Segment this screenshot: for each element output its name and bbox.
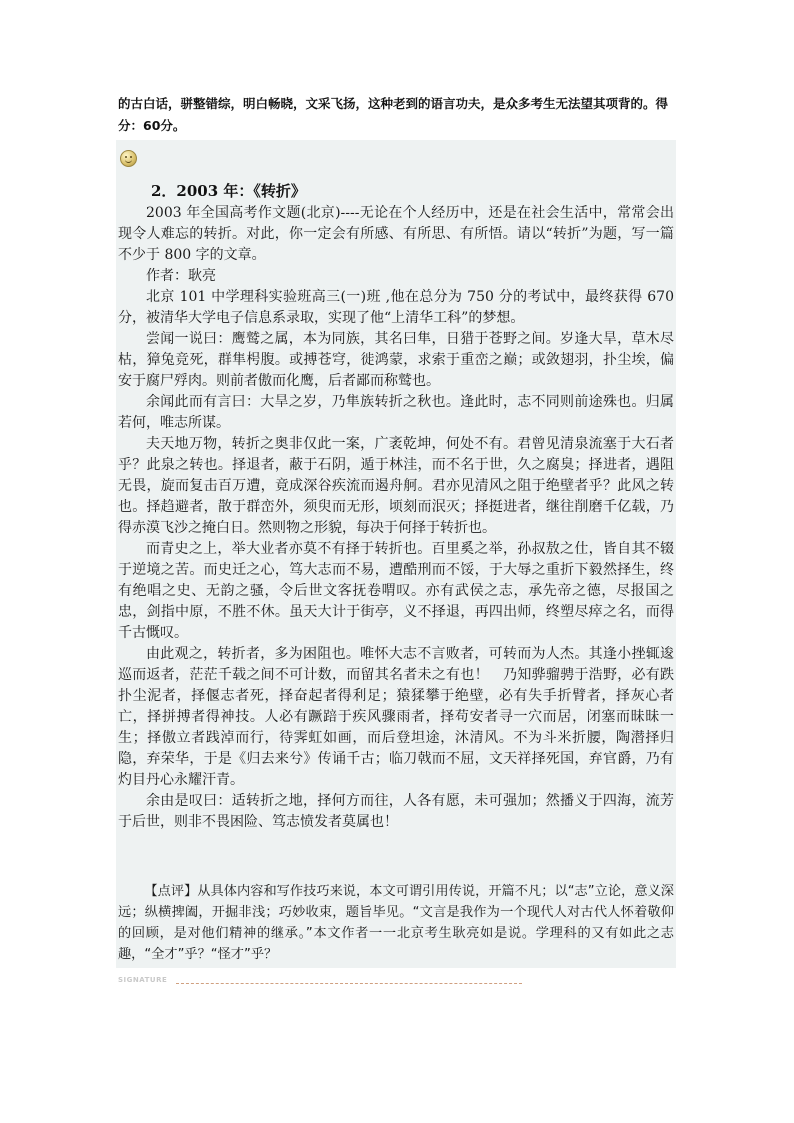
article-paragraph: 由此观之，转折者，多为困阻也。唯怀大志不言败者，可转而为人杰。其逢小挫辄逡巡而返者，茫茫千载之间不可计数，而留其名者未之有也！ 乃知骅骝骋于浩野，必有跌扑尘泥者，择偃志者死，择奋起者得利足；猿猱攀于绝壁，必有失手折臂者，择灰心者亡，择拼搏者得神技。人必有蹶踣于疾风骤雨者，择苟安者寻一穴而居，闭塞而昧昧一生；择傲立者践淖而行，待霁虹如画，而后登坦途，沐清风。不为斗米折腰，陶潜择归隐，弃荣华，于是《归去来兮》传诵千古；临刀戟而不屈，文天祥择死国，弃官爵，乃有灼目丹心永耀汗青。 xyxy=(118,646,674,788)
article-heading: 2．2003 年：《转折》 xyxy=(151,182,306,200)
signature-label: SIGNATURE xyxy=(118,976,168,984)
article-panel xyxy=(116,140,676,968)
article-paragraph: 而青史之上，举大业者亦莫不有择于转折也。百里奚之举，孙叔敖之仕，皆自其不辍于逆境之苦。而史迁之心，笃大志而不易，遭酷刑而不馁，于大辱之重折下毅然择生，终有绝唱之史、无韵之骚，令后世文客抚卷喟叹。亦有武侯之志，承先帝之德，尽报国之忠，剑指中原，不胜不休。虽天大计于街亭，义不择退，再四出师，终塑尽瘁之名，而得千古慨叹。 xyxy=(118,541,674,641)
article-paragraph: 2003 年全国高考作文题(北京)----无论在个人经历中，还是在社会生活中，常常会出现令人难忘的转折。对此，你一定会有所感、有所思、有所悟。请以“转折”为题，写一篇不少于 800 字的文章。 xyxy=(118,205,674,263)
signature-dashed-line xyxy=(176,983,522,984)
commentary xyxy=(118,881,674,965)
smiley-face-icon xyxy=(120,150,137,167)
commentary-text: 【点评】从具体内容和写作技巧来说，本文可谓引用传说，开篇不凡；以“志”立论，意义深远；纵横捭阖，开掘非浅；巧妙收束，题旨毕见。“文言是我作为一个现代人对古代人怀着敬仰的回顾，是对他们精神的继承。”本文作者一一北京考生耿亮如是说。学理科的又有如此之志趣，“全才”乎？“怪才”乎？ xyxy=(118,884,674,962)
article-body xyxy=(118,203,674,833)
article-paragraph: 北京 101 中学理科实验班高三(一)班 ,他在总分为 750 分的考试中，最终获得 670 分，被清华大学电子信息系录取，实现了他“上清华工科”的梦想。 xyxy=(118,289,674,326)
intro-paragraph: 的古白话，骈整错综，明白畅晓，文采飞扬，这种老到的语言功夫，是众多考生无法望其项背的。得分：60分。 xyxy=(118,96,669,133)
signature-line xyxy=(118,976,522,990)
article-paragraph: 余由是叹曰：适转折之地，择何方而往，人各有愿，未可强加；然播义于四海，流芳于后世，则非不畏困险、笃志愤发者莫属也！ xyxy=(118,793,674,830)
article-paragraph: 作者：耿亮 xyxy=(146,268,216,284)
article-paragraph: 夫天地万物，转折之奥非仅此一案，广袤乾坤，何处不有。君曾见清泉流塞于大石者乎？此泉之转也。择退者，蔽于石阴，遁于林洼，而不名于世，久之腐臭；择进者，遇阻无畏，旋而复击百万遭，竟成深谷疾流而遏舟舸。君亦见清风之阻于绝壁者乎？此风之转也。择趋避者，散于群峦外，须臾而无形，顷刻而泯灭；择挺进者，继往削磨千亿载，乃得赤漠飞沙之掩白日。然则物之形貌，每决于何择于转折也。 xyxy=(118,436,674,536)
article-paragraph: 尝闻一说曰：鹰鹫之属，本为同族，其名曰隼，日猎于苍野之间。岁逢大旱，草木尽枯，獐兔竞死，群隼枵腹。或搏苍穹，徙鸿蒙，求索于重峦之巅；或敛翅羽，扑尘埃，偏安于腐尸殍肉。则前者傲而化鹰，后者鄙而称鹫也。 xyxy=(118,331,674,389)
article-paragraph: 余闻此而有言曰：大旱之岁，乃隼族转折之秋也。逢此时，志不同则前途殊也。归属若何，唯志所谋。 xyxy=(118,394,674,431)
